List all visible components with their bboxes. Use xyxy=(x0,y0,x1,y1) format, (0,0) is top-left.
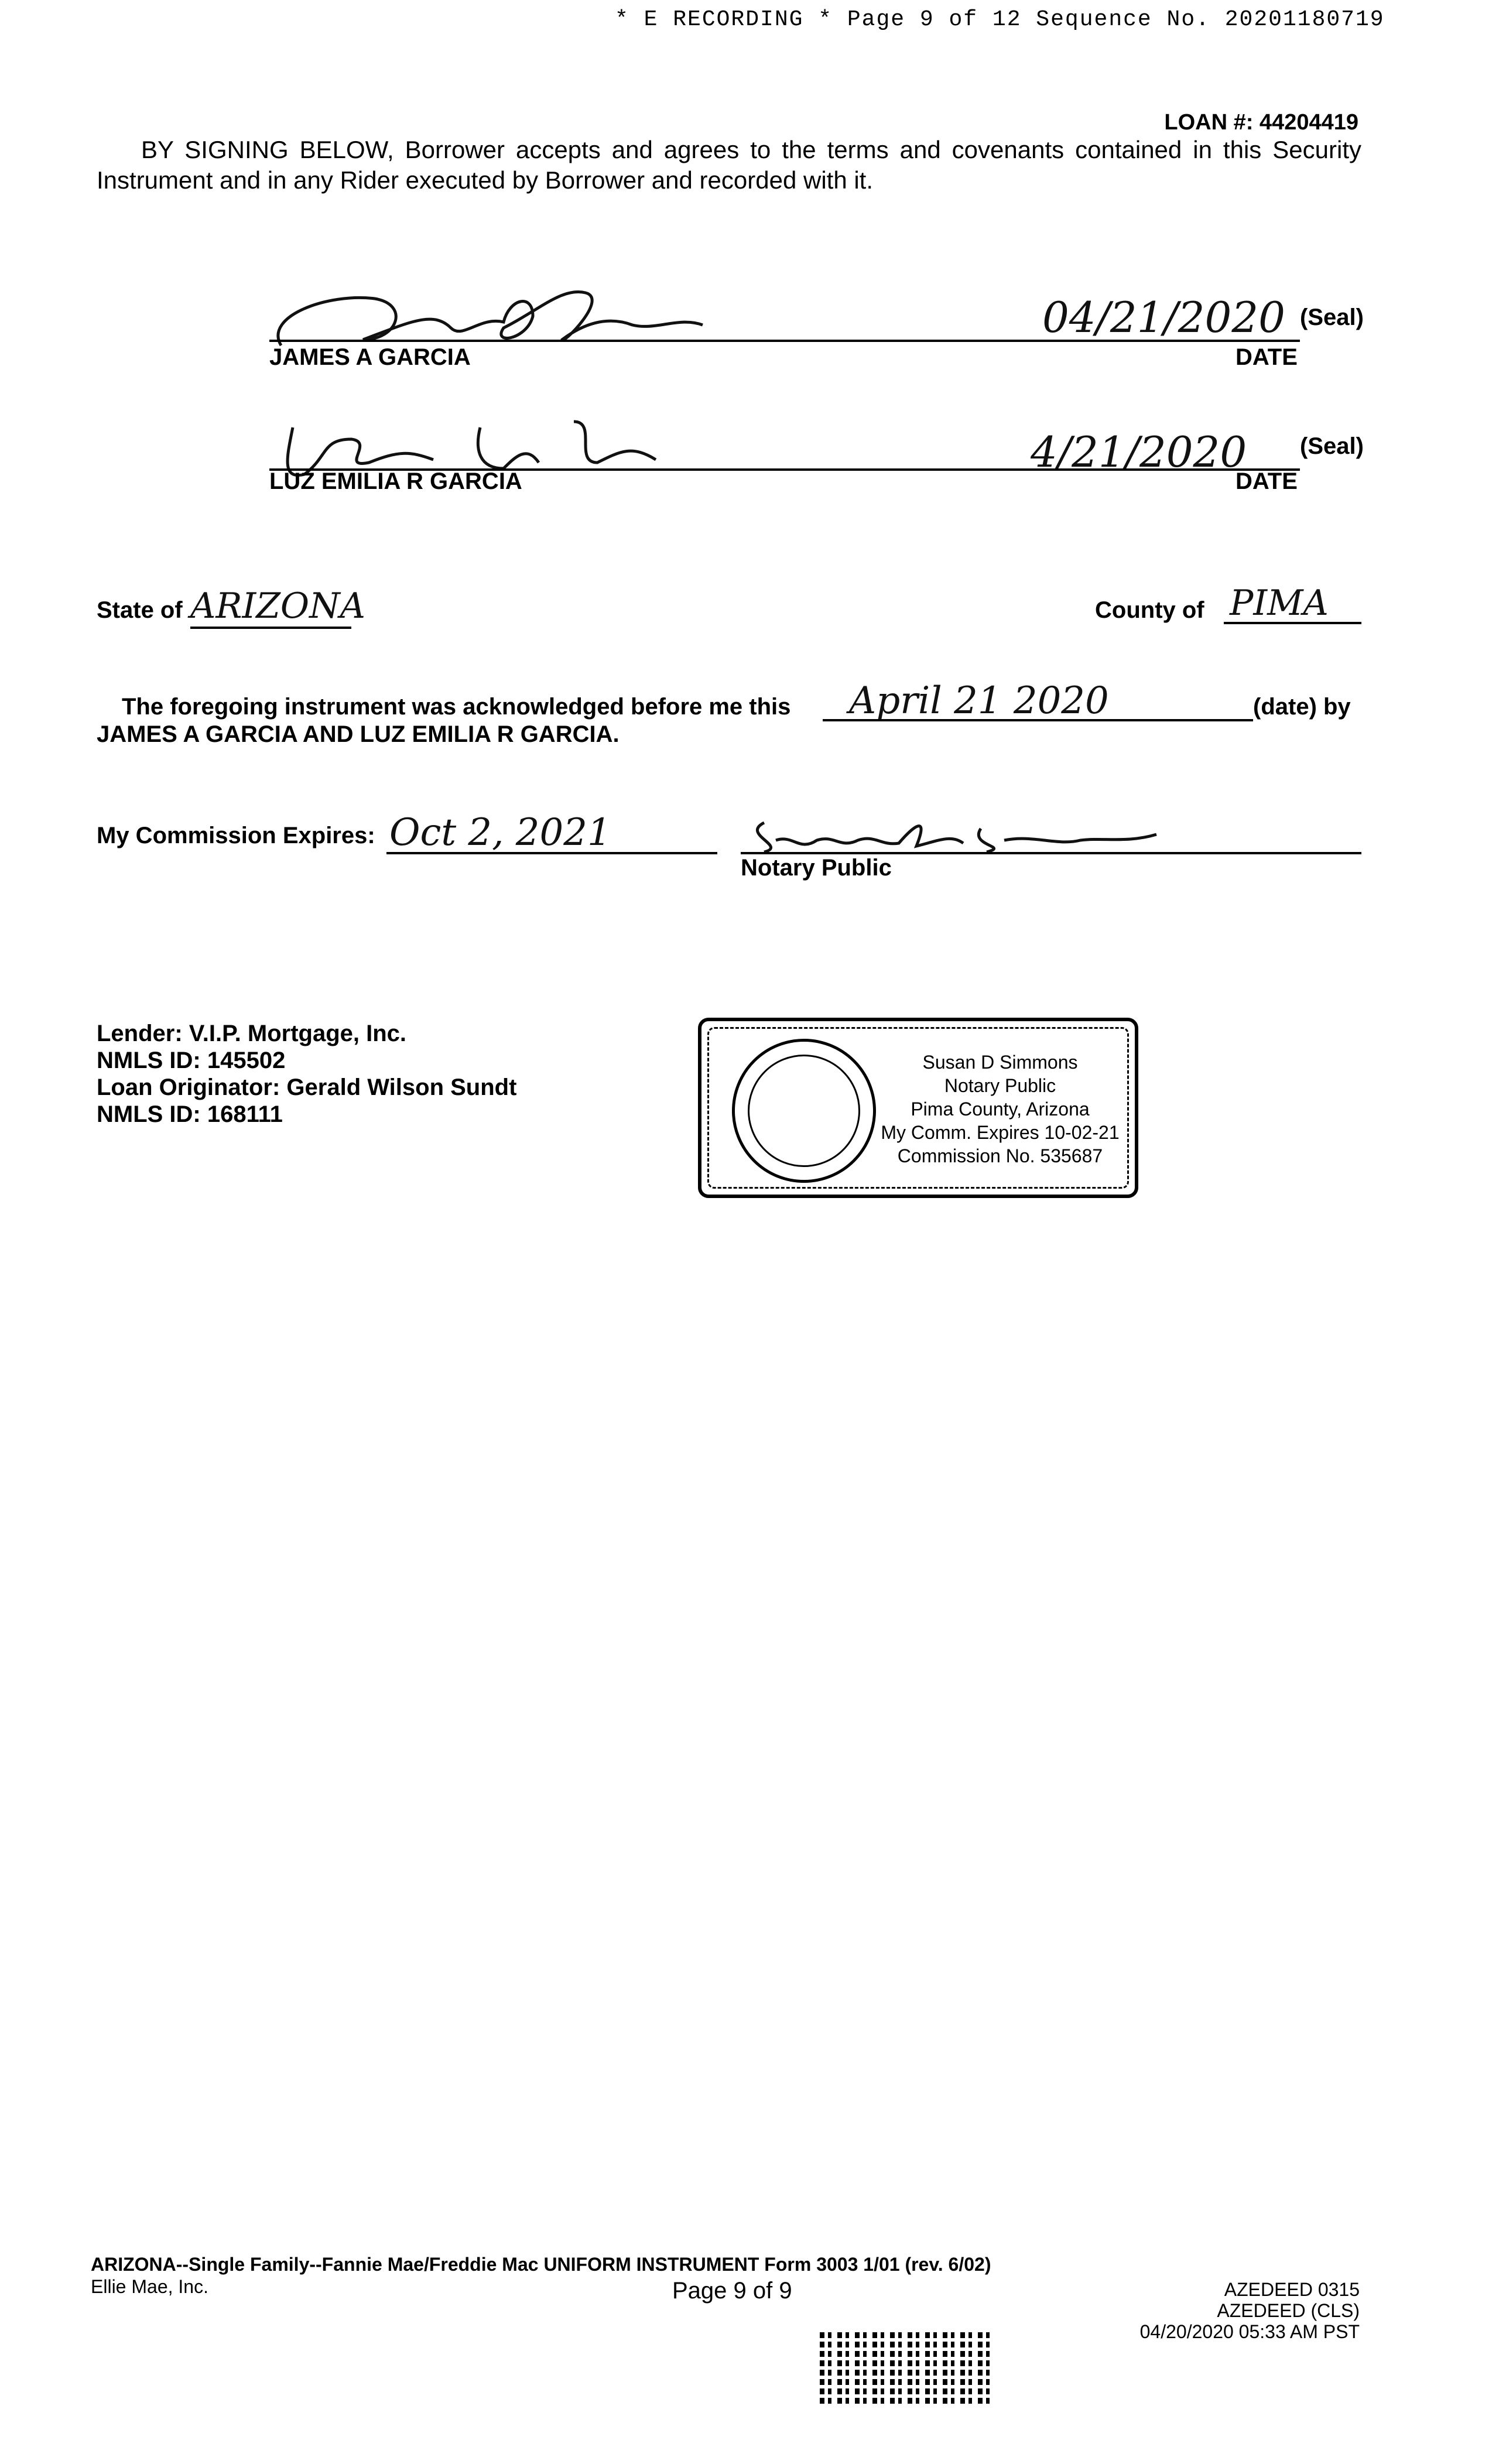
footer-code-1: AZEDEED 0315 xyxy=(1224,2279,1360,2300)
loan-value: 44204419 xyxy=(1259,110,1358,135)
publisher: Ellie Mae, Inc. xyxy=(91,2276,208,2297)
seal-label-1: (Seal) xyxy=(1300,304,1364,330)
loan-label: LOAN #: xyxy=(1164,110,1254,135)
signer-name-2: LUZ EMILIA R GARCIA xyxy=(269,468,522,494)
lender-info xyxy=(97,1020,516,1128)
commission-line xyxy=(386,852,717,854)
footer-timestamp: 04/20/2020 05:33 AM PST xyxy=(1139,2321,1360,2342)
state-underline xyxy=(190,627,351,629)
stamp-line-3: Pima County, Arizona xyxy=(911,1098,1090,1120)
county-label: County of xyxy=(1095,597,1204,623)
originator-nmls: NMLS ID: 168111 xyxy=(97,1101,283,1127)
notary-signature-line xyxy=(741,852,1361,854)
notary-stamp xyxy=(698,1018,1138,1198)
barcode-icon xyxy=(820,2330,995,2404)
signature-date-2: 4/21/2020 xyxy=(1031,427,1247,477)
state-seal-icon xyxy=(732,1039,876,1183)
state-label: State of xyxy=(97,597,183,623)
lender-line: Lender: V.I.P. Mortgage, Inc. xyxy=(97,1021,407,1046)
footer-left xyxy=(91,2253,991,2298)
county-underline xyxy=(1224,622,1361,624)
ack-names: JAMES A GARCIA AND LUZ EMILIA R GARCIA. xyxy=(97,721,620,747)
page-number: Page 9 of 9 xyxy=(672,2278,792,2304)
county-value: PIMA xyxy=(1230,583,1329,624)
form-line: ARIZONA--Single Family--Fannie Mae/Freddie Mac UNIFORM INSTRUMENT Form 3003 1/01 (rev. 6/02) xyxy=(91,2254,991,2275)
stamp-line-1: Susan D Simmons xyxy=(922,1052,1078,1073)
stamp-line-4: My Comm. Expires 10-02-21 xyxy=(881,1122,1120,1143)
signer-name-1: JAMES A GARCIA xyxy=(269,344,471,370)
recording-header: * E RECORDING * Page 9 of 12 Sequence No. 20201180719 xyxy=(615,7,1385,32)
commission-label: My Commission Expires: xyxy=(97,823,375,848)
ack-date-line xyxy=(823,719,1253,721)
notary-public-label: Notary Public xyxy=(741,855,892,881)
signature-block-2 xyxy=(269,404,1364,498)
signature-line-1 xyxy=(269,340,1300,342)
stamp-line-2: Notary Public xyxy=(944,1075,1056,1096)
ack-suffix: (date) by xyxy=(1253,694,1351,720)
notary-signature xyxy=(741,811,1162,858)
date-label-2: DATE xyxy=(1236,468,1298,494)
signature-date-1: 04/21/2020 xyxy=(1042,293,1285,342)
loan-originator: Loan Originator: Gerald Wilson Sundt xyxy=(97,1074,517,1100)
ack-date: April 21 2020 xyxy=(849,679,1109,723)
commission-value: Oct 2, 2021 xyxy=(389,811,611,854)
ack-text: The foregoing instrument was acknowledged before me this xyxy=(122,694,791,720)
intro-text: BY SIGNING BELOW, Borrower accepts and agrees to the terms and covenants contained in this Security Instrument and in any Rider executed by Borrower and recorded with it. xyxy=(97,136,1361,194)
stamp-line-5: Commission No. 535687 xyxy=(897,1145,1103,1166)
seal-label-2: (Seal) xyxy=(1300,433,1364,459)
stamp-text xyxy=(877,1050,1123,1168)
footer-right xyxy=(1140,2279,1360,2342)
lender-nmls: NMLS ID: 145502 xyxy=(97,1048,286,1073)
state-value: ARIZONA xyxy=(190,586,365,627)
loan-number xyxy=(1164,110,1358,135)
date-label-1: DATE xyxy=(1236,344,1298,370)
footer-code-2: AZEDEED (CLS) xyxy=(1217,2300,1360,2321)
signature-block-1 xyxy=(269,275,1364,370)
intro-paragraph xyxy=(97,135,1361,196)
